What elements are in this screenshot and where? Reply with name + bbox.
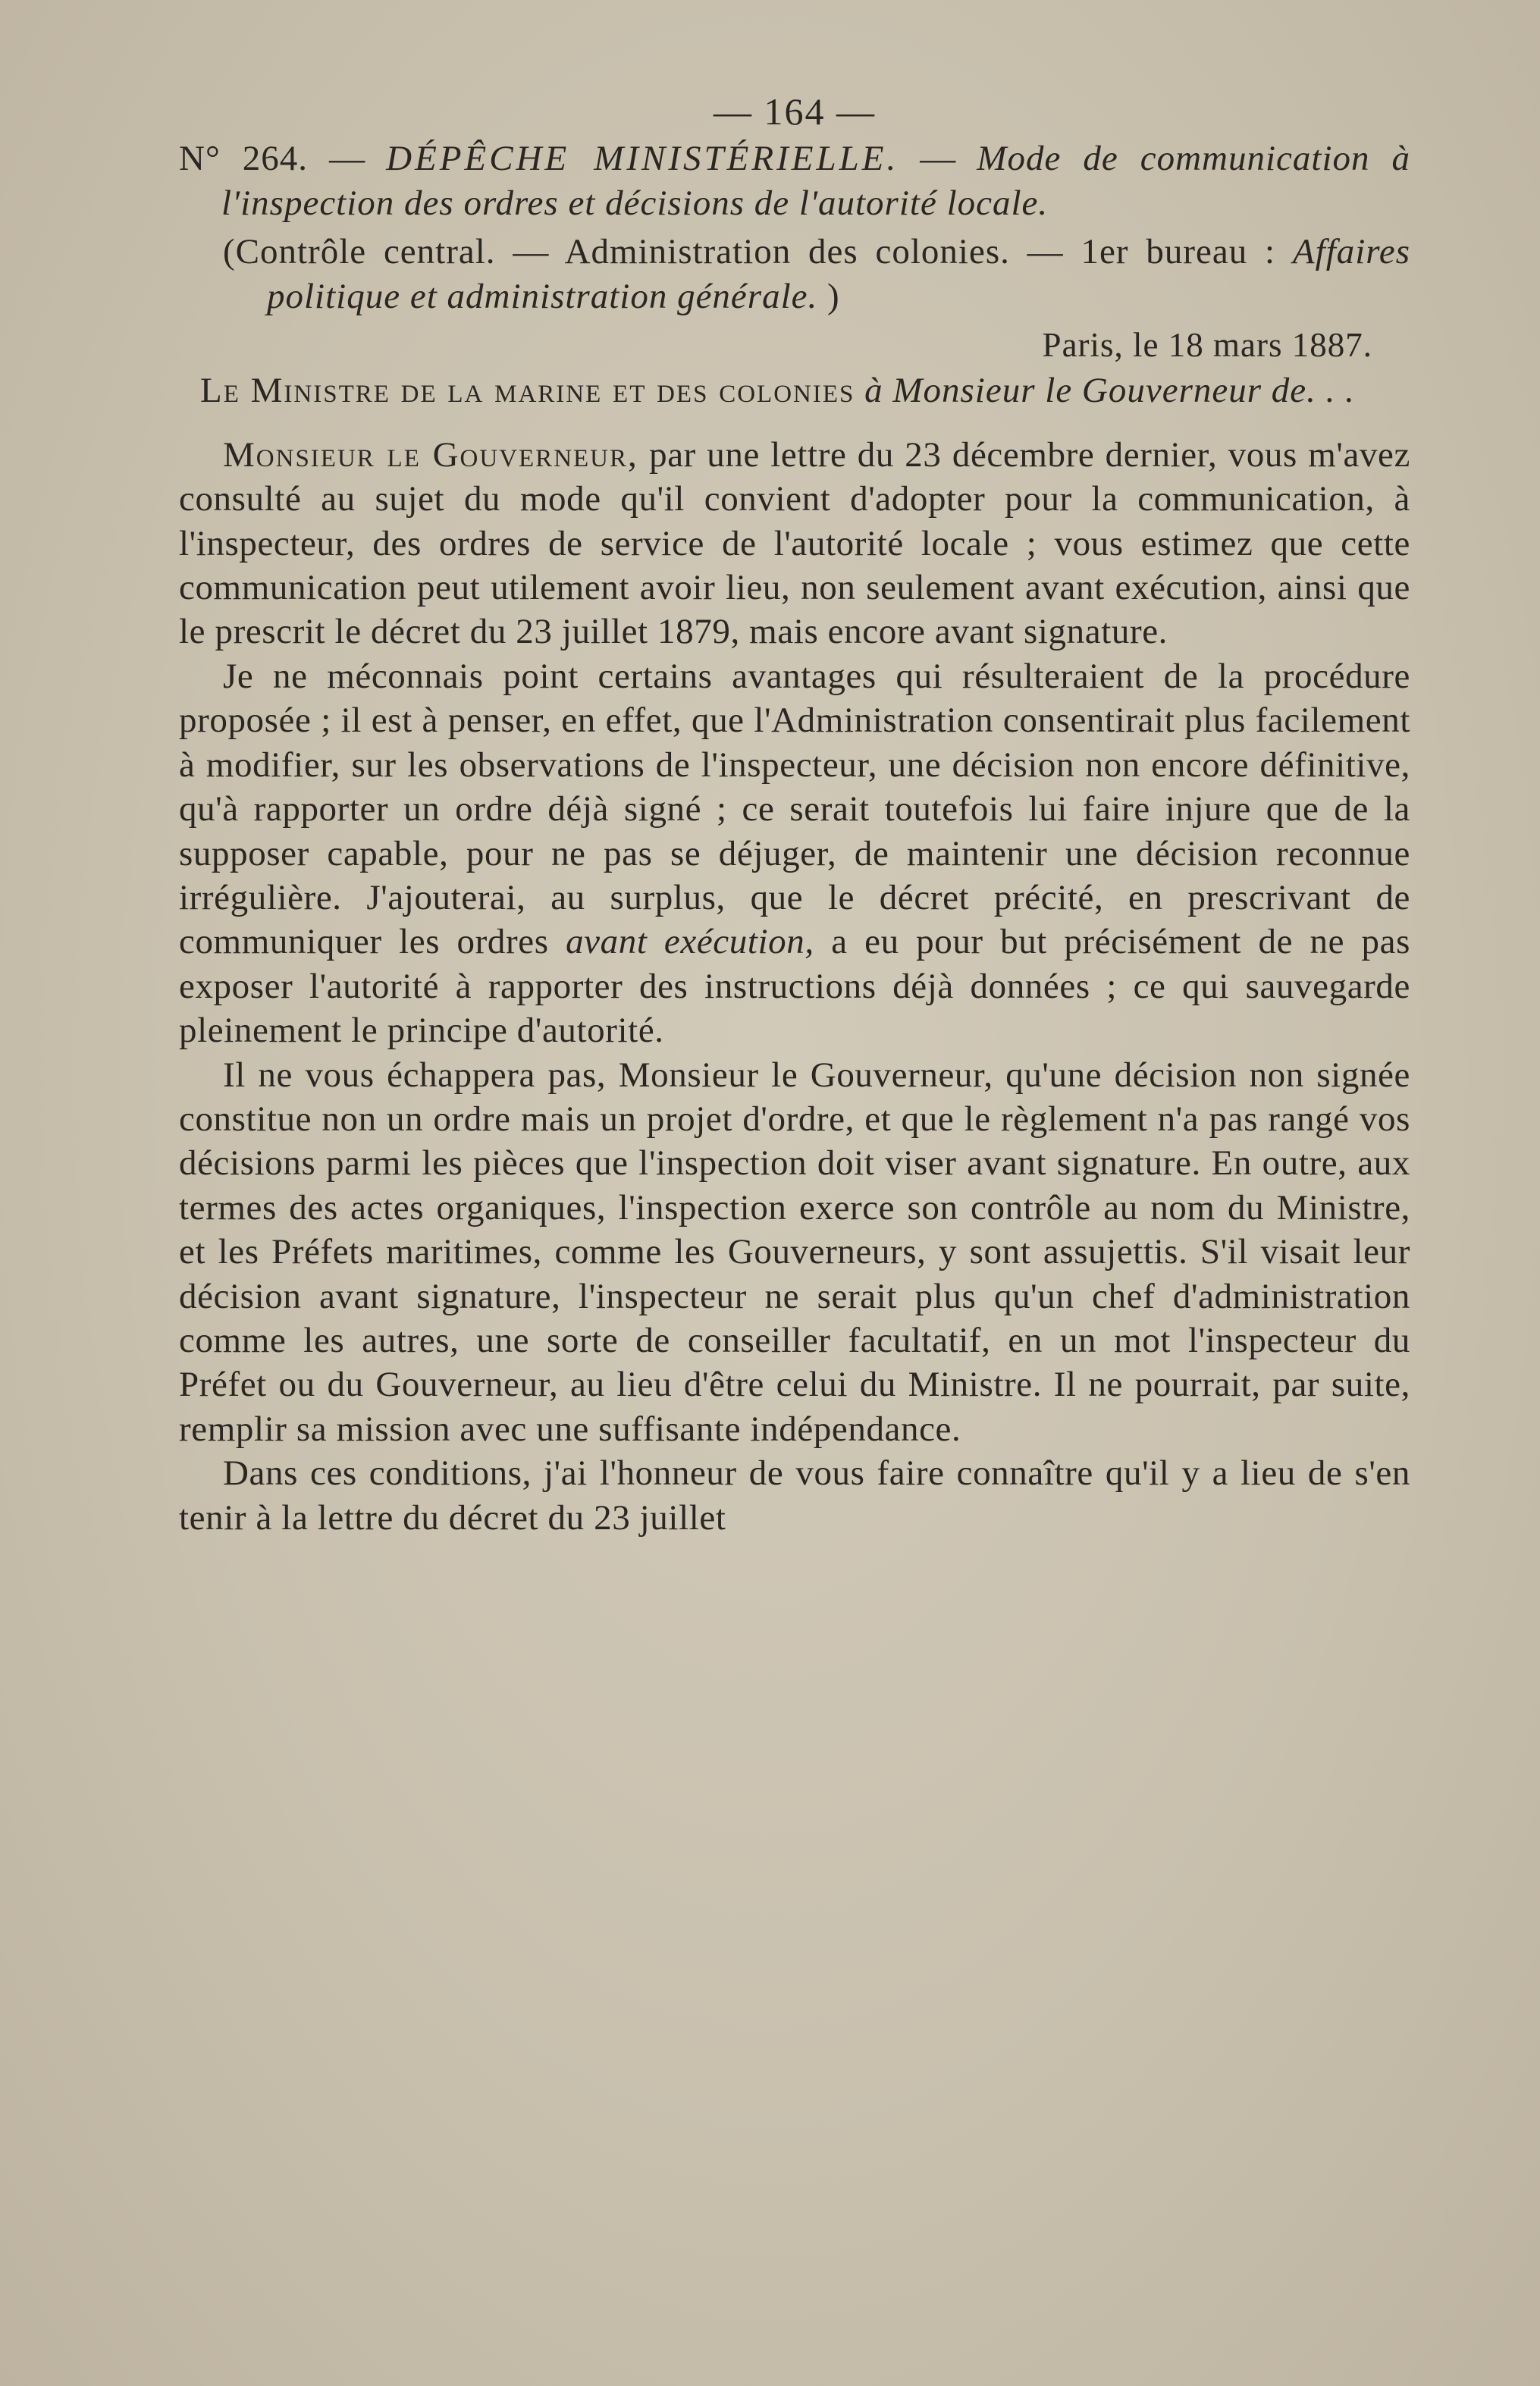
recipient: Monsieur le Gouverneur de. . .: [892, 371, 1355, 411]
salutation: Monsieur le Gouverneur,: [223, 434, 638, 475]
heading-separator: —: [329, 139, 365, 179]
document-heading: [179, 136, 1410, 225]
document-title: DÉPÊCHE MINISTÉRIELLE.: [386, 139, 899, 179]
address-line: [179, 368, 1410, 412]
service-prefix: (Contrôle central. — Administration des colonies. — 1er bureau :: [223, 232, 1276, 272]
service-line: [179, 230, 1410, 318]
paragraph-2: [179, 654, 1410, 1053]
paragraph-2-text-b: a eu pour but précisément de ne pas exposer l'autorité à rapporter des instructions déjà données ; ce qui sauvegarde pleinement le principe d'autorité.: [179, 922, 1410, 1051]
paragraph-1-text: par une lettre du 23 décembre dernier, vous m'avez consulté au sujet du mode qu'il convient d'adopter pour la communication, à l'inspecteur, des ordres de service de l'autorité locale ; vous estimez que cette communication peut utilement avoir lieu, non seulement avant exécution, ainsi que le prescrit le décret du 23 juillet 1879, mais encore avant signature.: [179, 434, 1410, 652]
document-number: N° 264.: [179, 139, 309, 179]
heading-separator: —: [920, 139, 956, 179]
paragraph-1: [179, 433, 1410, 654]
page-text-block: [179, 89, 1410, 1540]
sender: Le Ministre de la marine et des colonies: [200, 371, 855, 411]
paragraph-4: Dans ces conditions, j'ai l'honneur de vous faire connaître qu'il y a lieu de s'en tenir à la lettre du décret du 23 juillet: [179, 1453, 1410, 1538]
bureau-name: Affaires politique et administration générale.: [267, 232, 1411, 316]
paragraph-2-emphasis: avant exécution,: [566, 922, 814, 962]
page-number: — 164 —: [714, 90, 876, 133]
address-preposition: à: [864, 371, 883, 411]
document-subject: Mode de communication à l'inspection des ordres et décisions de l'autorité locale.: [221, 139, 1411, 223]
paragraph-3: Il ne vous échappera pas, Monsieur le Gouverneur, qu'une décision non signée constitue non un ordre mais un projet d'ordre, et que le règlement n'a pas rangé vos décisions parmi les pièces que l'inspection doit viser avant signature. En outre, aux termes des actes organiques, l'inspection exerce son contrôle au nom du Ministre, et les Préfets maritimes, comme les Gouverneurs, y sont assujettis. S'il visait leur décision avant signature, l'inspecteur ne serait plus qu'un chef d'administration comme les autres, une sorte de conseiller facultatif, en un mot l'inspecteur du Préfet ou du Gouverneur, au lieu d'être celui du Ministre. Il ne pourrait, par suite, remplir sa mission avec une suffisante indépendance.: [179, 1055, 1410, 1449]
date-line: Paris, le 18 mars 1887.: [1042, 326, 1372, 365]
paragraph-2-text-a: Je ne méconnais point certains avantages qui résulteraient de la procédure proposée ; il est à penser, en effet, que l'Administration consentirait plus facilement à modifier, sur les observations de l'inspecteur, une décision non encore définitive, qu'à rapporter un ordre déjà signé ; ce serait toutefois lui faire injure que de la supposer capable, pour ne pas se déjuger, de maintenir une décision reconnue irrégulière. J'ajouterai, au surplus, que le décret précité, en prescrivant de communiquer les ordres: [179, 656, 1410, 962]
letter-body: [179, 433, 1410, 1540]
service-suffix: ): [827, 276, 840, 316]
